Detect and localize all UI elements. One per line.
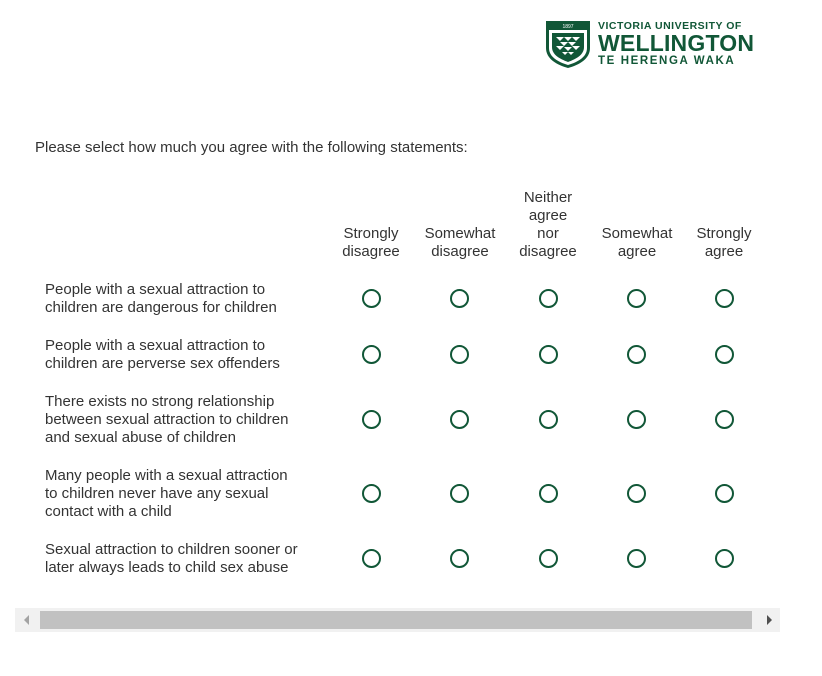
- radio-row-3-somewhat-agree[interactable]: [627, 410, 646, 429]
- scroll-left-button[interactable]: [15, 608, 37, 632]
- logo-line-1: VICTORIA UNIVERSITY OF: [598, 20, 742, 32]
- scrollbar-thumb[interactable]: [40, 611, 752, 629]
- column-header-somewhat-disagree: Somewhat disagree: [424, 225, 496, 260]
- radio-row-3-somewhat-disagree[interactable]: [450, 410, 469, 429]
- column-header-somewhat-agree: Somewhat agree: [601, 225, 673, 260]
- radio-row-2-somewhat-disagree[interactable]: [450, 345, 469, 364]
- statement-row-2-label: People with a sexual attraction to children are perverse sex offenders: [45, 337, 280, 372]
- radio-row-2-neither[interactable]: [539, 345, 558, 364]
- radio-row-2-strongly-agree[interactable]: [715, 345, 734, 364]
- radio-row-1-strongly-disagree[interactable]: [362, 289, 381, 308]
- logo-line-3: TE HERENGA WAKA: [598, 55, 736, 67]
- statement-row-4-label: Many people with a sexual attraction to children never have any sexual contact with a child: [45, 467, 288, 520]
- scroll-right-icon: [767, 615, 772, 625]
- radio-row-4-somewhat-agree[interactable]: [627, 484, 646, 503]
- statement-row-3-label: There exists no strong relationship between sexual attraction to children and sexual abuse of children: [45, 393, 289, 446]
- radio-row-2-somewhat-agree[interactable]: [627, 345, 646, 364]
- university-logo: [545, 20, 755, 70]
- column-header-strongly-agree: Strongly agree: [696, 225, 752, 260]
- radio-row-3-neither[interactable]: [539, 410, 558, 429]
- radio-row-1-neither[interactable]: [539, 289, 558, 308]
- horizontal-scrollbar[interactable]: [15, 608, 780, 632]
- radio-row-4-somewhat-disagree[interactable]: [450, 484, 469, 503]
- statement-row-1-label: People with a sexual attraction to children are dangerous for children: [45, 281, 277, 316]
- radio-row-5-somewhat-disagree[interactable]: [450, 549, 469, 568]
- radio-row-5-strongly-disagree[interactable]: [362, 549, 381, 568]
- radio-row-4-strongly-disagree[interactable]: [362, 484, 381, 503]
- radio-row-1-somewhat-agree[interactable]: [627, 289, 646, 308]
- radio-row-1-somewhat-disagree[interactable]: [450, 289, 469, 308]
- question-text: Please select how much you agree with the following statements:: [35, 139, 468, 156]
- radio-row-3-strongly-agree[interactable]: [715, 410, 734, 429]
- logo-year: 1897: [562, 24, 574, 30]
- radio-row-1-strongly-agree[interactable]: [715, 289, 734, 308]
- shield-crest-icon: [545, 20, 591, 69]
- logo-line-2: WELLINGTON: [598, 30, 755, 56]
- radio-row-2-strongly-disagree[interactable]: [362, 345, 381, 364]
- column-header-neither: Neither agree nor disagree: [519, 189, 577, 260]
- column-header-strongly-disagree: Strongly disagree: [342, 225, 400, 260]
- radio-row-4-neither[interactable]: [539, 484, 558, 503]
- radio-row-5-strongly-agree[interactable]: [715, 549, 734, 568]
- statement-row-5-label: Sexual attraction to children sooner or later always leads to child sex abuse: [45, 541, 298, 576]
- radio-row-3-strongly-disagree[interactable]: [362, 410, 381, 429]
- scroll-right-button[interactable]: [758, 608, 780, 632]
- radio-row-5-neither[interactable]: [539, 549, 558, 568]
- radio-row-5-somewhat-agree[interactable]: [627, 549, 646, 568]
- radio-row-4-strongly-agree[interactable]: [715, 484, 734, 503]
- scroll-left-icon: [24, 615, 29, 625]
